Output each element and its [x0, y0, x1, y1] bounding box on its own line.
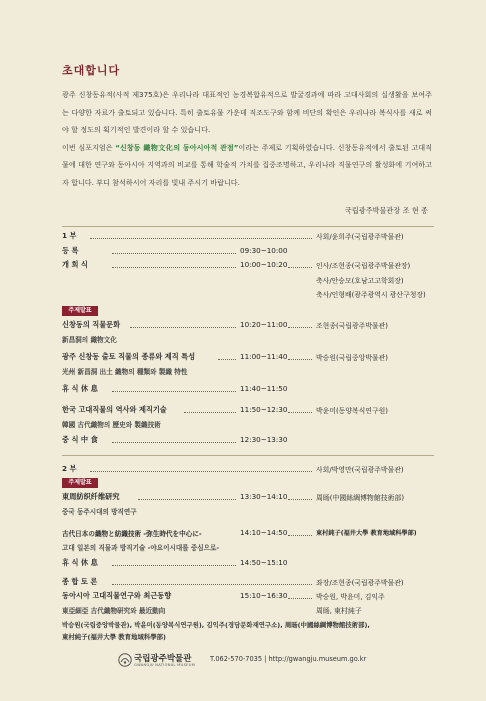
dot-leader: [112, 253, 236, 254]
talk-subtitle: 중국 동주시대의 방직연구: [62, 508, 137, 516]
part2-host: 사회/박영만(국립광주박물관): [316, 466, 404, 474]
talk-subtitle: 新昌洞의 織物文化: [62, 336, 117, 344]
affiliation-note: 박승원(국립중앙박물관), 박윤미(동양복식연구원), 김익주(경담문화재연구소), 周旸(中國絲綢博物館技術部),: [62, 621, 370, 629]
dot-leader: [184, 412, 236, 413]
talk-title: 신창동의 직물문화: [62, 320, 121, 329]
talk-row: [62, 320, 434, 332]
dot-leader: [288, 412, 312, 413]
dot-leader: [288, 267, 312, 268]
break-row: [62, 384, 434, 396]
talk-subtitle: 고대 일본의 직물과 방직기술 -야요이시대를 중심으로-: [62, 544, 220, 552]
dot-leader: [288, 535, 312, 536]
talk-speaker: 周旸(中國絲綢博物館技術部): [316, 494, 405, 502]
lunch-row: [62, 435, 434, 447]
signature: 국립광주박물관장 조 현 종: [344, 206, 428, 215]
talk-speaker: 박윤미(동양복식연구원): [316, 407, 388, 415]
section-tag: 주제발표: [62, 306, 98, 316]
part1-host: 사회/윤희주(국립광주박물관): [316, 233, 404, 241]
dot-leader: [112, 391, 236, 392]
dot-leader: [130, 327, 236, 328]
discussion-title: 동아시아 고대직물연구와 최근동향: [62, 591, 172, 600]
discussion-label: 종 합 토 론: [62, 577, 98, 586]
registration-label: 등 록: [62, 246, 79, 255]
talk-time: 10:20~11:00: [240, 320, 288, 329]
museum-name-en: GWANGJU NATIONAL MUSEUM: [134, 663, 196, 667]
intro-paragraph-1: 광주 신창동유적(사적 제375호)은 우리나라 대표적인 농경복합유적으로 발굴경과에 따라 고대사회의 실생활을 보여주는 다양한 자료가 출토되고 있습니다. 특히 출토유물 가운데 직조도구와 함께 비단의 확인은 우리나라 복식사를 새로 써야 할 정도의 획기적인 발견이라 할 수 있습니다.: [62, 90, 432, 135]
talk-row: [62, 528, 434, 540]
museum-name: 국립광주박물관: [134, 654, 192, 664]
dot-leader: [288, 327, 312, 328]
talk-subtitle: 光州 新昌洞 出土 織物의 種類와 製織 特性: [62, 368, 188, 376]
symposium-theme: “신창동 織物文化의 동아시아적 관점”: [115, 142, 239, 152]
discussion-panelists: 박승원, 박윤미, 김익주: [316, 593, 385, 601]
talk-time: 14:10~14:50: [240, 528, 288, 537]
talk-speaker: 東村純子(福井大學 教育地域科學部): [316, 530, 417, 537]
talk-title: 古代日本の織物と紡織技術 -弥生時代を中心に-: [62, 530, 202, 538]
registration-row: [62, 246, 434, 258]
dot-leader: [218, 359, 236, 360]
talk-time: 11:50~12:30: [240, 405, 288, 414]
dot-leader: [112, 267, 236, 268]
intro-paragraph-2-end: 이라는 주제로 기획하였습니다. 신창동유적에서 출토된 고대직물에 대한 연구와 동아시아 지역과의 비교를 통해 학술적 가치를 집중조명하고, 우리나라 직물연구의 활성화에 기여하고자 합니다. 부디 참석하시어 자리를 빛내 주시기 바랍니다.: [62, 142, 432, 187]
talk-row: [62, 352, 434, 364]
dot-leader: [138, 499, 236, 500]
affiliation-note: 東村純子(福井大學 教育地域科學部): [62, 633, 166, 641]
break-row: [62, 558, 434, 570]
discussion-topic-row: [62, 591, 434, 603]
break-label: 휴 식 休 息: [62, 558, 98, 567]
talk-speaker: 박승원(국립중앙박물관): [316, 354, 388, 362]
talk-row: [62, 492, 434, 504]
museum-logo-icon: [118, 653, 132, 667]
talk-title: 東周紡织纤维研究: [62, 492, 120, 501]
talk-speaker: 조현종(국립광주박물관): [316, 322, 388, 330]
page-title: 초대합니다: [62, 64, 121, 77]
part1-header: 1 부: [62, 231, 77, 240]
talk-time: 13:30~14:10: [240, 492, 288, 501]
section-tag: 주제발표: [62, 478, 98, 488]
intro-text: [62, 86, 432, 192]
divider: [62, 226, 434, 227]
dot-leader: [288, 499, 312, 500]
discussion-time: 15:10~16:30: [240, 591, 288, 600]
lunch-time: 12:30~13:30: [240, 435, 288, 444]
talk-subtitle: 韓國 古代織物의 歷史와 製織技術: [62, 421, 161, 429]
lunch-label: 중 식 中 食: [62, 435, 98, 444]
talk-time: 11:00~11:40: [240, 352, 288, 361]
discussion-row: [62, 577, 434, 589]
opening-label: 개 회 식: [62, 260, 88, 269]
opening-speaker: 인사/조현종(국립광주박물관장): [316, 262, 411, 270]
talk-title: 광주 신창동 출토 직물의 종류와 제직 특성: [62, 352, 196, 361]
intro-paragraph-2-start: 이번 심포지엄은: [62, 142, 116, 152]
contact-info: T.062-570-7035 | http://gwangju.museum.go.kr: [210, 655, 367, 663]
part1-header-row: [62, 231, 434, 243]
opening-speaker: 축사/안승모(호남고고학회장): [316, 277, 404, 285]
opening-row: [62, 260, 434, 272]
opening-speaker: 축사/인형배(광주광역시 광산구청장): [316, 291, 426, 299]
dot-leader: [288, 359, 312, 360]
part2-header: 2 부: [62, 464, 77, 473]
dot-leader: [288, 598, 312, 599]
discussion-subtitle: 東亞細亞 古代織物研究와 最近動向: [62, 607, 166, 615]
opening-time: 10:00~10:20: [240, 260, 288, 269]
footer: [0, 650, 486, 674]
registration-time: 09:30~10:00: [240, 246, 288, 255]
dot-leader: [112, 584, 312, 585]
part2-header-row: [62, 464, 434, 476]
dot-leader: [90, 471, 312, 472]
dot-leader: [90, 238, 312, 239]
divider: [62, 455, 434, 456]
break-time: 14:50~15:10: [240, 558, 288, 567]
discussion-chair: 좌장/조현종(국립광주박물관): [316, 579, 404, 587]
talk-title: 한국 고대직물의 역사와 제직기술: [62, 405, 167, 414]
discussion-panelists: 周旸, 東村純子: [316, 607, 362, 615]
dot-leader: [112, 442, 236, 443]
dot-leader: [112, 565, 236, 566]
break-time: 11:40~11:50: [240, 384, 288, 393]
break-label: 휴 식 休 息: [62, 384, 98, 393]
talk-row: [62, 405, 434, 417]
